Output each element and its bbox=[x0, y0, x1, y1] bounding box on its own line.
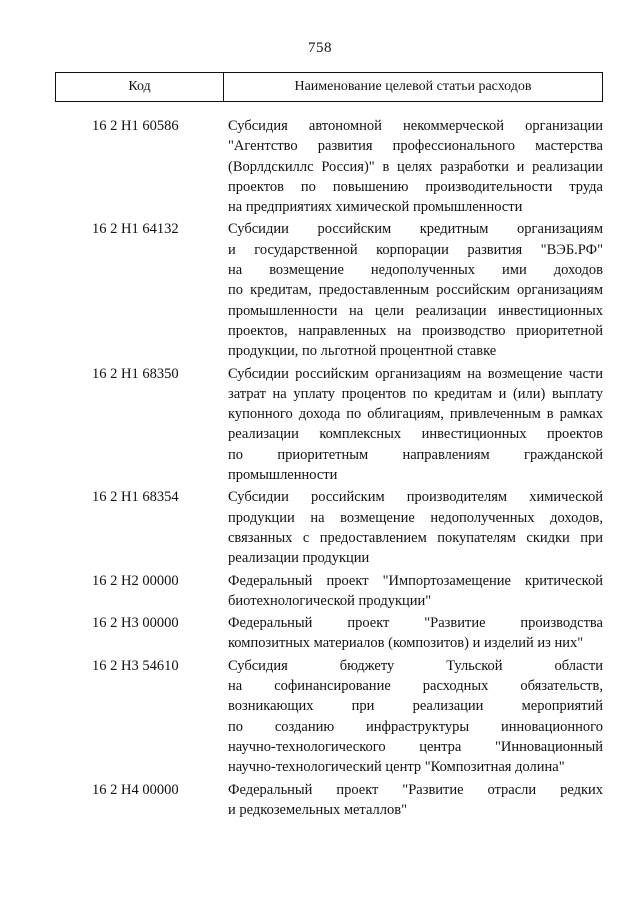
description-line: по кредитам, предоставленным российским организациям bbox=[228, 282, 603, 299]
table-body bbox=[55, 116, 603, 822]
table-row bbox=[55, 116, 603, 217]
description-line: и государственной корпорации развития "ВЭБ.РФ" bbox=[228, 241, 603, 258]
description-line: Федеральный проект "Развитие производства bbox=[228, 615, 603, 632]
description-line: и редкоземельных металлов" bbox=[228, 801, 407, 818]
description-line: промышленности на цели реализации инвестиционных bbox=[228, 302, 603, 319]
description-line: Субсидия бюджету Тульской области bbox=[228, 657, 603, 674]
description-line: на возмещение недополученных ими доходов bbox=[228, 262, 603, 279]
row-description bbox=[225, 656, 603, 778]
row-code: 16 2 H3 54610 bbox=[92, 657, 179, 674]
description-line: по приоритетным направлениям гражданской bbox=[228, 446, 603, 463]
description-line: затрат на уплату процентов по кредитам и (или) выплату bbox=[228, 385, 603, 402]
description-line: Федеральный проект "Развитие отрасли редких bbox=[228, 781, 603, 798]
row-description bbox=[225, 487, 603, 568]
row-code: 16 2 H1 60586 bbox=[92, 118, 179, 134]
table-row bbox=[55, 780, 603, 821]
description-line: по созданию инфраструктуры инновационного bbox=[228, 718, 603, 735]
description-line: композитных материалов (композитов) и изделий из них" bbox=[228, 635, 584, 652]
row-description bbox=[225, 613, 603, 654]
description-line: продукции, по льготной процентной ставке bbox=[228, 343, 497, 360]
table-row bbox=[55, 487, 603, 568]
table-row bbox=[55, 364, 603, 486]
description-line: проектов, направленных на производство приоритетной bbox=[228, 322, 603, 339]
row-description bbox=[225, 571, 603, 612]
description-line: на софинансирование расходных обязательств, bbox=[228, 678, 603, 695]
row-code: 16 2 H4 00000 bbox=[92, 781, 179, 798]
description-line: на предприятиях химической промышленности bbox=[228, 199, 523, 216]
header-code: Код bbox=[56, 73, 224, 101]
row-code: 16 2 H1 68354 bbox=[92, 489, 179, 506]
page-number: 758 bbox=[308, 40, 332, 56]
description-line: Субсидия автономной некоммерческой организации bbox=[228, 118, 603, 134]
description-line: продукции на возмещение недополученных доходов, bbox=[228, 509, 603, 526]
table-row bbox=[55, 656, 603, 778]
description-line: научно-технологический центр "Композитная долина" bbox=[228, 759, 565, 776]
row-description bbox=[225, 116, 603, 217]
description-line: возникающих при реализации мероприятий bbox=[228, 698, 603, 715]
description-line: Федеральный проект "Импортозамещение критической bbox=[228, 572, 603, 589]
description-line: научно-технологического центра "Инновационный bbox=[228, 738, 603, 755]
description-line: купонного дохода по облигациям, привлеченным в рамках bbox=[228, 406, 603, 423]
row-code: 16 2 H1 68350 bbox=[92, 365, 179, 382]
description-line: промышленности bbox=[228, 467, 338, 484]
table-header bbox=[55, 72, 603, 102]
description-line: Субсидии российским производителям химической bbox=[228, 489, 603, 506]
row-code: 16 2 H1 64132 bbox=[92, 221, 179, 238]
table-row bbox=[55, 219, 603, 361]
description-line: биотехнологической продукции" bbox=[228, 592, 432, 609]
description-line: "Агентство развития профессионального мастерства bbox=[228, 138, 603, 155]
description-line: реализации комплексных инвестиционных проектов bbox=[228, 426, 603, 443]
description-line: Субсидии российским организациям на возмещение части bbox=[228, 365, 603, 382]
table-row bbox=[55, 571, 603, 612]
row-description bbox=[225, 364, 603, 486]
table-row bbox=[55, 613, 603, 654]
row-description bbox=[225, 219, 603, 361]
row-code: 16 2 H2 00000 bbox=[92, 572, 179, 589]
description-line: (Ворлдскиллс Россия)" в целях разработки и реализации bbox=[228, 158, 603, 175]
row-description bbox=[225, 780, 603, 821]
description-line: связанных с предоставлением покупателям скидки при bbox=[228, 529, 603, 546]
row-code: 16 2 H3 00000 bbox=[92, 615, 179, 632]
description-line: проектов по повышению производительности труда bbox=[228, 178, 603, 195]
description-line: реализации продукции bbox=[228, 550, 370, 567]
description-line: Субсидии российским кредитным организациям bbox=[228, 221, 603, 238]
header-name: Наименование целевой статьи расходов bbox=[294, 79, 532, 94]
